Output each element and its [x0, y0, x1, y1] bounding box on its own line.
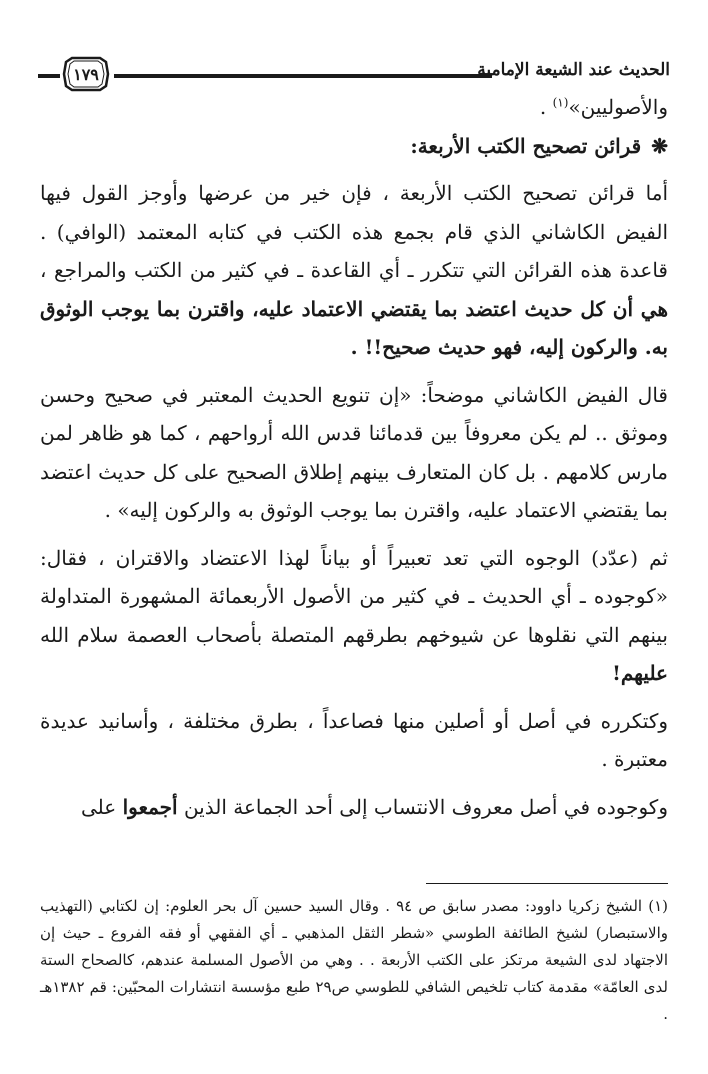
- paragraph-5-text-a: وكوجوده في أصل معروف الانتساب إلى أحد الجماعة الذين: [183, 794, 668, 819]
- paragraph-3-bold: عليهم!: [612, 661, 668, 685]
- continuation-text: والأصوليين»: [568, 95, 668, 119]
- footnote-separator: [426, 883, 668, 884]
- paragraph-5-text-b: على: [80, 794, 117, 819]
- paragraph-5: [40, 788, 668, 827]
- footnote-ref-1[interactable]: (١): [552, 95, 569, 110]
- paragraph-5-bold: أجمعوا: [122, 794, 178, 819]
- paragraph-3: [40, 539, 668, 693]
- footnote-area: [40, 893, 668, 1028]
- paragraph-1: [40, 174, 668, 367]
- continuation-end: .: [539, 95, 553, 119]
- header-rule-left: [38, 74, 60, 78]
- section-heading: [40, 127, 668, 166]
- running-title: الحديث عند الشيعة الإمامية: [477, 60, 670, 80]
- page-body: [40, 88, 668, 826]
- section-heading-text: قرائن تصحيح الكتب الأربعة:: [410, 133, 642, 158]
- paragraph-continuation: [40, 88, 668, 127]
- page-number: ١٧٩: [73, 65, 99, 84]
- header-rule: [114, 74, 492, 78]
- paragraph-2: قال الفيض الكاشاني موضحاً: «إن تنويع الحديث المعتبر في صحيح وحسن وموثق .. لم يكن معروفاً بين قدمائنا قدس الله أرواحهم ، كما هو ظاهر لمن مارس كلامهم . بل كان المتعارف بينهم إطلاق الصحيح على كل حديث اعتضد بما يقتضي الاعتماد عليه، واقترن بما يوجب الوثوق به والركون إليه» .: [40, 382, 668, 522]
- paragraph-4: وكتكرره في أصل أو أصلين منها فصاعداً ، بطرق مختلفة ، وأسانيد عديدة معتبرة .: [40, 708, 668, 771]
- paragraph-3-text: ثم (عدّد) الوجوه التي تعد تعبيراً أو بياناً لهذا الاعتضاد والاقتران ، فقال: «كوجوده ـ أي الحديث ـ في كثير من الأصول الأربعمائة المشهورة المتداولة بينهم التي نقلوها عن شيوخهم بطرقهم المتصلة بأصحاب العصمة سلام الله: [40, 545, 668, 647]
- paragraph-1-text: أما قرائن تصحيح الكتب الأربعة ، فإن خير من عرضها وأوجز القول فيها الفيض الكاشاني الذي قام بجمع هذه الكتب في كتابه المعتمد (الوافي) . قاعدة هذه القرائن التي تتكرر ـ أي القاعدة ـ في كثير من الكتب والمراجع ،: [40, 181, 668, 282]
- footnote-1: (١) الشيخ زكريا داوود: مصدر سابق ص ٩٤ . وقال السيد حسين آل بحر العلوم: إن لكتابي (التهذيب والاستبصار) لشيخ الطائفة الطوسي «شطر الثقل المذهبي ـ أي الفقهي أو فقه الفروع ـ حيث إن الاجتهاد لدى الشيعة مرتكز على الكتب الأربعة . . وهي من الأصول المسلمة عندهم، كالصحاح الستة لدى العامّة» مقدمة كتاب تلخيص الشافي للطوسي ص٢٩ طبع مؤسسة انتشارات المحبّين: قم ١٣٨٢هـ .: [40, 897, 668, 1023]
- asterism-icon: ❋: [651, 133, 668, 158]
- paragraph-1-bold: هي أن كل حديث اعتضد بما يقتضي الاعتماد عليه، واقترن بما يوجب الوثوق به. والركون إليه، فهو حديث صحيح!! .: [40, 296, 668, 359]
- page-number-badge: [62, 56, 110, 92]
